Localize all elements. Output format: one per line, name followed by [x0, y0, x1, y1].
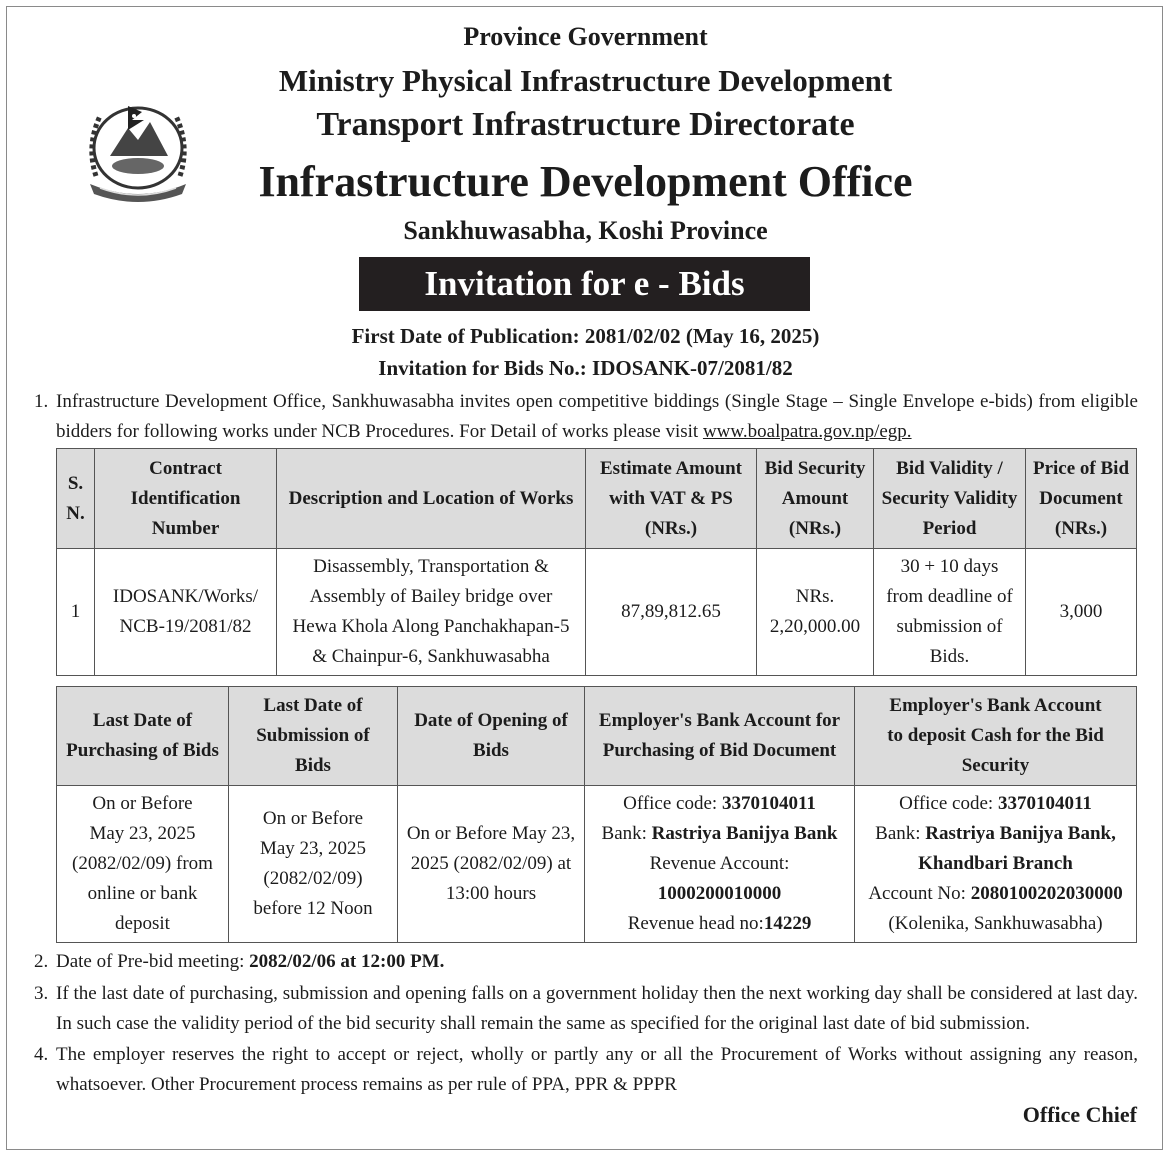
notice-item-2: 2. Date of Pre-bid meeting: 2082/02/06 at 12:00 PM.	[34, 947, 1138, 977]
bank-name: Rastriya Banijya Bank,	[925, 823, 1116, 844]
header-bid-security: Bid Security Amount (NRs.)	[757, 449, 874, 549]
cell-estimate-amount: 87,89,812.65	[586, 549, 757, 676]
header-last-submission-date: Last Date of Submission of Bids	[229, 687, 398, 786]
office-location: Sankhuwasabha, Koshi Province	[403, 216, 768, 245]
cell-contract-id: IDOSANK/Works/ NCB-19/2081/82	[95, 549, 277, 676]
table-row	[57, 786, 1137, 943]
item-number: 3.	[34, 983, 49, 1004]
publication-date: First Date of Publication: 2081/02/02 (May 16, 2025)	[351, 324, 820, 348]
item-number: 1.	[34, 391, 49, 412]
table-header-row	[57, 687, 1137, 786]
item-text: The employer reserves the right to accept or reject, wholly or partly any or all the Procurement of Works without assigning any reason, whatsoever. Other Procurement process remains as per rule of PPA, PPR & PPPR	[56, 1044, 1138, 1095]
works-table	[56, 448, 1137, 676]
cell-bid-security: NRs. 2,20,000.00	[757, 549, 874, 676]
egp-link[interactable]: www.boalpatra.gov.np/egp.	[702, 421, 912, 442]
office-code: 3370104011	[721, 793, 816, 814]
bank-name: Rastriya Banijya Bank	[651, 823, 838, 844]
notice-item-3	[34, 979, 1138, 1039]
bid-number: Invitation for Bids No.: IDOSANK-07/2081/82	[378, 356, 793, 380]
header-bid-validity: Bid Validity / Security Validity Period	[874, 449, 1026, 549]
notice-item-1	[34, 387, 1138, 447]
header-description: Description and Location of Works	[277, 449, 586, 549]
office-code: 3370104011	[997, 793, 1092, 814]
header-purchase-bank-account: Employer's Bank Account for Purchasing of Bid Document	[585, 687, 855, 786]
item-number: 2.	[34, 951, 49, 972]
directorate-title: Transport Infrastructure Directorate	[316, 106, 855, 143]
purchase-bank-account-cell: Office code: 3370104011 Bank: Rastriya Banijya Bank Revenue Account: 1000200010000 Revenue head no:14229	[585, 786, 855, 943]
header-estimate-amount: Estimate Amount with VAT & PS (NRs.)	[586, 449, 757, 549]
signature-office-chief: Office Chief	[1022, 1102, 1137, 1127]
account-number: 2080100202030000	[970, 883, 1123, 904]
item-text: If the last date of purchasing, submission and opening falls on a government holiday then the next working day shall be considered at last day. In such case the validity period of the bid security shall remain the same as specified for the original last date of bid submission.	[56, 983, 1138, 1034]
header-sn: S. N.	[57, 449, 95, 549]
table-row	[57, 549, 1137, 676]
cell-bid-validity: 30 + 10 days from deadline of submission of Bids.	[874, 549, 1026, 676]
last-purchase-date-cell: On or Before May 23, 2025 (2082/02/09) from online or bank deposit	[57, 786, 229, 943]
header-last-purchase-date: Last Date of Purchasing of Bids	[57, 687, 229, 786]
prebid-meeting-date: 2082/02/06 at 12:00 PM.	[249, 951, 445, 972]
invitation-banner: Invitation for e - Bids	[359, 257, 810, 311]
item-number: 4.	[34, 1044, 49, 1065]
header-opening-date: Date of Opening of Bids	[398, 687, 585, 786]
header-bid-doc-price: Price of Bid Document (NRs.)	[1026, 449, 1137, 549]
last-submission-date-cell: On or Before May 23, 2025 (2082/02/09) before 12 Noon	[229, 786, 398, 943]
cell-bid-doc-price: 3,000	[1026, 549, 1137, 676]
revenue-head: 14229	[763, 913, 812, 934]
cell-sn: 1	[57, 549, 95, 676]
dates-bank-table	[56, 686, 1137, 943]
account-location: (Kolenika, Sankhuwasabha)	[888, 913, 1103, 934]
table-header-row	[57, 449, 1137, 549]
header-contract-id: Contract Identification Number	[95, 449, 277, 549]
province-government-title: Province Government	[463, 22, 708, 51]
security-bank-account-cell: Office code: 3370104011 Bank: Rastriya Banijya Bank, Khandbari Branch Account No: 2080100202030000 (Kolenika, Sankhuwasabha)	[855, 786, 1137, 943]
notice-item-4	[34, 1040, 1138, 1100]
item-text: Infrastructure Development Office, Sankhuwasabha invites open competitive biddings (Single Stage – Single Envelope e-bids) from eligible bidders for following works under NCB Procedures. For Detail of works please visit	[56, 391, 1138, 442]
opening-date-cell: On or Before May 23, 2025 (2082/02/09) at 13:00 hours	[398, 786, 585, 943]
office-title: Infrastructure Development Office	[258, 157, 913, 206]
header-security-bank-account: Employer's Bank Account to deposit Cash for the Bid Security	[855, 687, 1137, 786]
revenue-account: 1000200010000	[657, 883, 782, 904]
ministry-title: Ministry Physical Infrastructure Development	[278, 63, 893, 98]
bank-branch: Khandbari Branch	[918, 853, 1073, 874]
cell-description: Disassembly, Transportation & Assembly of Bailey bridge over Hewa Khola Along Panchakhapan-5 & Chainpur-6, Sankhuwasabha	[277, 549, 586, 676]
